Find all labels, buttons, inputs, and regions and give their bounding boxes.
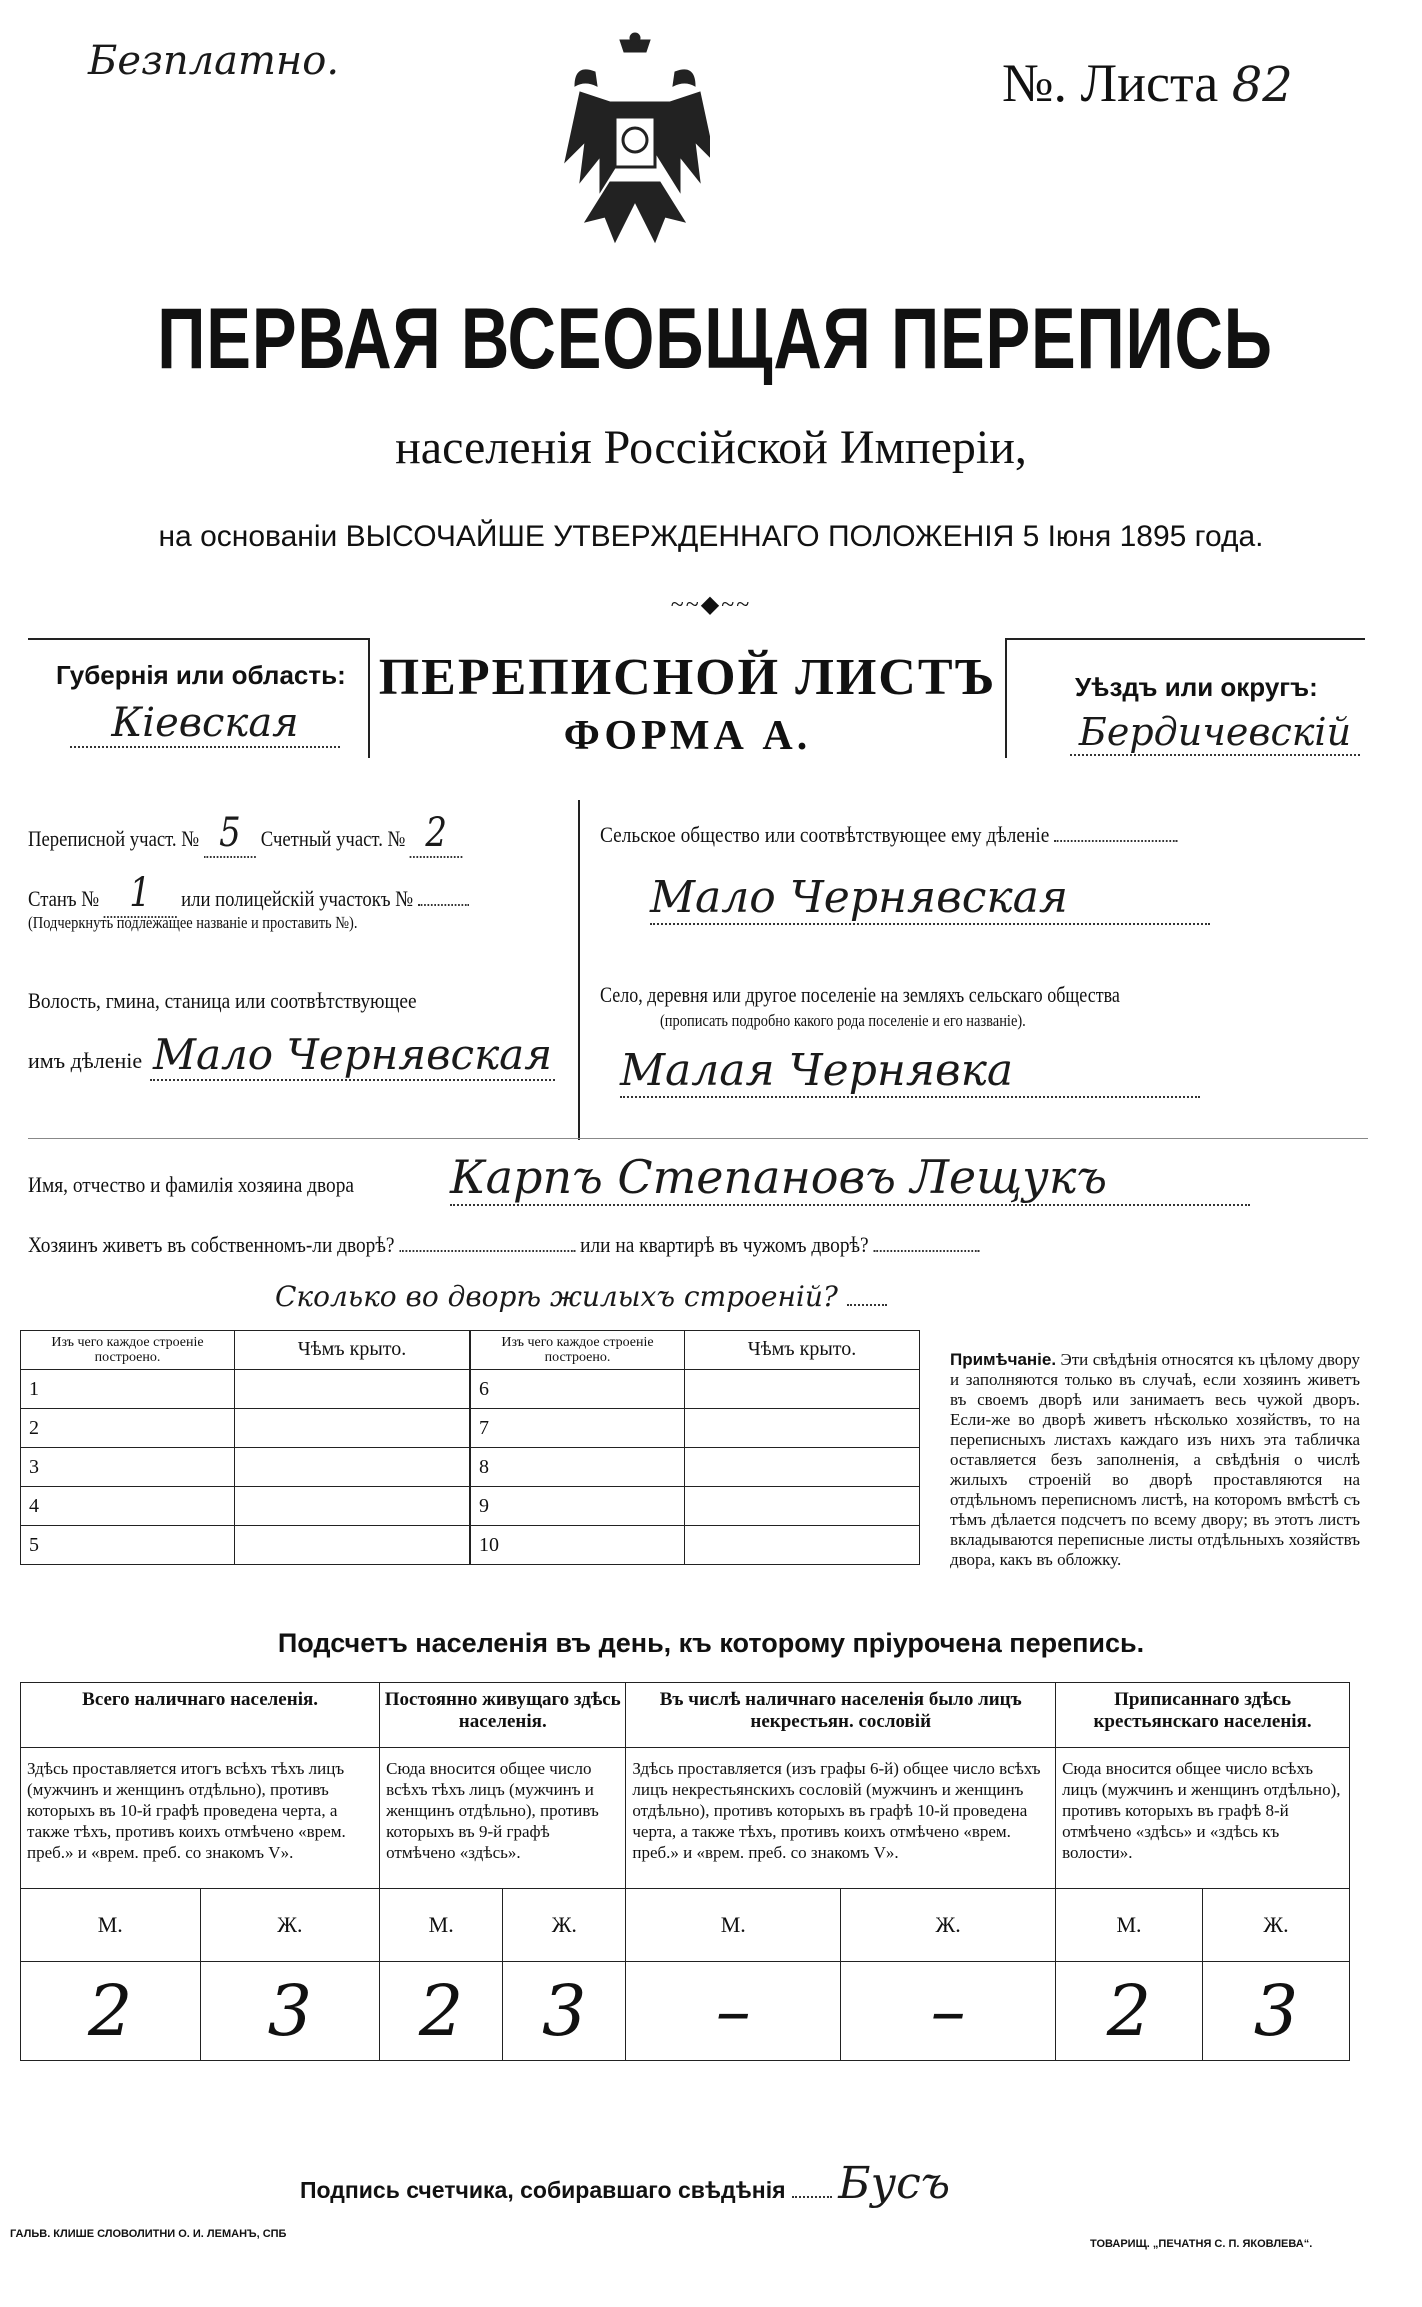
note-text: Эти свѣдѣнія относятся къ цѣлому двору и заполняются только въ случаѣ, если хозяинъ живетъ въ своемъ дворѣ или занимаетъ весь чужой дворъ. Если-же во дворѣ живетъ нѣсколько хозяйствъ, то на переписныхъ листахъ каждаго изъ нихъ эта табличка оставляется безъ заполненія, а свѣдѣнія о числѣ жилыхъ строеній во дворѣ проставляются на отдѣльномъ переписномъ листѣ, на которомъ вмѣстѣ съ тѣмъ дѣлается подсчетъ по всему двору; въ этотъ листъ вкладываются переписные листы отдѣльныхъ хозяйствъ двора, какъ въ обложку. <box>950 1350 1360 1569</box>
population-count-table <box>20 1682 1350 2061</box>
table-row <box>21 1448 470 1487</box>
col-head-total: Всего наличнаго населенія. <box>21 1683 380 1748</box>
census-title <box>0 290 1422 389</box>
census-title-text: ПЕРВАЯ ВСЕОБЩАЯ ПЕРЕПИСЬ <box>157 291 1273 387</box>
census-basis: на основаніи ВЫСОЧАЙШЕ УТВЕРЖДЕННАГО ПОЛОЖЕНІЯ 5 Іюня 1895 года. <box>158 520 1264 553</box>
row-number: 5 <box>21 1526 235 1565</box>
signature-value: Бусъ <box>838 2158 951 2209</box>
col-material-header: Изъ чего каждое строеніе построено. <box>471 1331 685 1370</box>
col-desc-total: Здѣсь проставляется итогъ всѣхъ тѣхъ лицъ (мужчинъ и женщинъ отдѣльно), противъ которыхъ въ 10-й графѣ проведена черта, а также тѣхъ, противъ коихъ отмѣчено «врем. преб.» и «врем. преб. со знакомъ V». <box>21 1748 380 1889</box>
col-head-registered-peasant: Приписаннаго здѣсь крестьянскаго населенія. <box>1056 1683 1350 1748</box>
stan-value: 1 <box>104 870 177 918</box>
row-number: 6 <box>471 1370 685 1409</box>
table-row <box>471 1409 920 1448</box>
total-male-value: 2 <box>21 1962 201 2061</box>
row-number: 9 <box>471 1487 685 1526</box>
volost-label-2: имъ дѣленіе <box>28 1048 143 1073</box>
registered-male-value: 2 <box>1056 1962 1203 2061</box>
obshchestvo-label: Сельское общество или соотвѣтствующее ему дѣленіе <box>600 822 1050 847</box>
table-row <box>471 1526 920 1565</box>
count-title <box>0 1628 1422 1659</box>
owner-value: Карпъ Степановъ Лещукъ <box>450 1150 1250 1206</box>
female-label: Ж. <box>200 1889 380 1962</box>
row-number: 3 <box>21 1448 235 1487</box>
underline-note <box>28 912 416 934</box>
schetny-label: Счетный участ. № <box>260 826 406 851</box>
count-title-text: Подсчетъ населенія въ день, къ которому пріурочена перепись. <box>277 1628 1145 1658</box>
free-label: Безплатно. <box>88 38 340 84</box>
police-label: или полицейскій участокъ № <box>181 886 414 911</box>
col-desc-non-peasant: Здѣсь проставляется (изъ графы 6-й) общее число всѣхъ лицъ некрестьянскихъ сословій (мужчинъ и женщинъ отдѣльно), противъ которыхъ въ графѣ 10-й проведена черта, а также тѣхъ, противъ коихъ отмѣчено «врем. преб.» и «врем. преб. со знакомъ V». <box>626 1748 1056 1889</box>
owner-label: Имя, отчество и фамилія хозяина двора <box>28 1172 354 1197</box>
col-roof-text: Чѣмъ крыто. <box>297 1337 407 1360</box>
female-label: Ж. <box>503 1889 626 1962</box>
stan-label: Станъ № <box>28 886 100 911</box>
table-row <box>471 1487 920 1526</box>
lives-own-label: Хозяинъ живетъ въ собственномъ-ли дворѣ? <box>28 1232 395 1257</box>
female-label: Ж. <box>1203 1889 1350 1962</box>
col-roof-text: Чѣмъ крыто. <box>747 1337 857 1360</box>
table-row <box>21 1526 470 1565</box>
perepisnoy-value: 5 <box>204 810 256 858</box>
male-label: М. <box>21 1889 201 1962</box>
sheet-number-value: 82 <box>1231 57 1293 113</box>
buildings-label: Сколько во дворѣ жилыхъ строеній? <box>275 1280 838 1313</box>
ornament-divider: ~~◆~~ <box>670 592 752 618</box>
form-subtitle: ФОРМА А. <box>563 713 812 759</box>
note-title: Примѣчаніе. <box>950 1350 1057 1369</box>
underline-note-text: (Подчеркнуть подлежащее названіе и проставить №). <box>28 913 358 932</box>
selo-note: (прописать подробно какого рода поселеніе и его названіе). <box>660 1011 1026 1030</box>
non-peasant-male-value: – <box>626 1962 841 2061</box>
registered-female-value: 3 <box>1203 1962 1350 2061</box>
row-number: 1 <box>21 1370 235 1409</box>
selo-label: Село, деревня или другое поселеніе на земляхъ сельскаго общества <box>600 982 1120 1007</box>
signature-label: Подпись счетчика, собиравшаго свѣдѣнія <box>300 2177 786 2203</box>
male-label: М. <box>626 1889 841 1962</box>
table-row <box>21 1487 470 1526</box>
col-desc-permanent: Сюда вносится общее число всѣхъ тѣхъ лицъ (мужчинъ и женщинъ отдѣльно), противъ которыхъ въ 9-й графѣ отмѣчено «здѣсь». <box>380 1748 626 1889</box>
table-row <box>471 1370 920 1409</box>
uezd-value: Бердичевскій <box>1070 710 1360 756</box>
col-head-permanent: Постоянно живущаго здѣсь населенія. <box>380 1683 626 1748</box>
permanent-male-value: 2 <box>380 1962 503 2061</box>
buildings-table-right <box>470 1330 920 1565</box>
col-roof-header <box>685 1331 920 1370</box>
col-material-header: Изъ чего каждое строеніе построено. <box>21 1331 235 1370</box>
permanent-female-value: 3 <box>503 1962 626 2061</box>
table-row <box>21 1370 470 1409</box>
non-peasant-female-value: – <box>841 1962 1056 2061</box>
table-row <box>471 1448 920 1487</box>
perepisnoy-label: Переписной участ. № <box>28 826 200 851</box>
uezd-label: Уѣздъ или округъ: <box>1075 672 1318 702</box>
row-number: 8 <box>471 1448 685 1487</box>
male-label: М. <box>380 1889 503 1962</box>
row-number: 7 <box>471 1409 685 1448</box>
male-label: М. <box>1056 1889 1203 1962</box>
guberniya-value: Кіевская <box>70 700 340 748</box>
printer-right: ТОВАРИЩ. „ПЕЧАТНЯ С. П. ЯКОВЛЕВА“. <box>1090 2238 1313 2250</box>
volost-value: Мало Чернявская <box>150 1030 555 1081</box>
volost-label-1: Волость, гмина, станица или соотвѣтствующее <box>28 988 417 1013</box>
col-head-non-peasant: Въ числѣ наличнаго населенія было лицъ некрестьян. сословій <box>626 1683 1056 1748</box>
census-subtitle: населенія Россійской Имперіи, <box>395 421 1027 474</box>
female-label: Ж. <box>841 1889 1056 1962</box>
col-desc-registered-peasant: Сюда вносится общее число всѣхъ лицъ (мужчинъ и женщинъ отдѣльно), противъ которыхъ въ графѣ 8-й отмѣчено «здѣсь» и «здѣсь къ волости». <box>1056 1748 1350 1889</box>
obshchestvo-value: Мало Чернявская <box>650 872 1210 925</box>
table-row <box>21 1409 470 1448</box>
form-title: ПЕРЕПИСНОЙ ЛИСТЪ <box>378 649 997 706</box>
guberniya-label: Губернія или область: <box>56 660 346 690</box>
printer-left: ГАЛЬВ. КЛИШЕ СЛОВОЛИТНИ О. И. ЛЕМАНЪ, СПБ <box>10 2228 287 2240</box>
total-female-value: 3 <box>200 1962 380 2061</box>
lives-rent-label: или на квартирѣ въ чужомъ дворѣ? <box>580 1232 869 1257</box>
selo-value: Малая Чернявка <box>620 1045 1200 1098</box>
sheet-number-label: №. Листа <box>1002 53 1219 113</box>
row-number: 2 <box>21 1409 235 1448</box>
double-headed-eagle-emblem <box>560 32 710 262</box>
col-roof-header <box>235 1331 470 1370</box>
note-block <box>950 1350 1360 1570</box>
schetny-value: 2 <box>410 810 462 858</box>
buildings-table-left <box>20 1330 470 1565</box>
row-number: 10 <box>471 1526 685 1565</box>
row-number: 4 <box>21 1487 235 1526</box>
